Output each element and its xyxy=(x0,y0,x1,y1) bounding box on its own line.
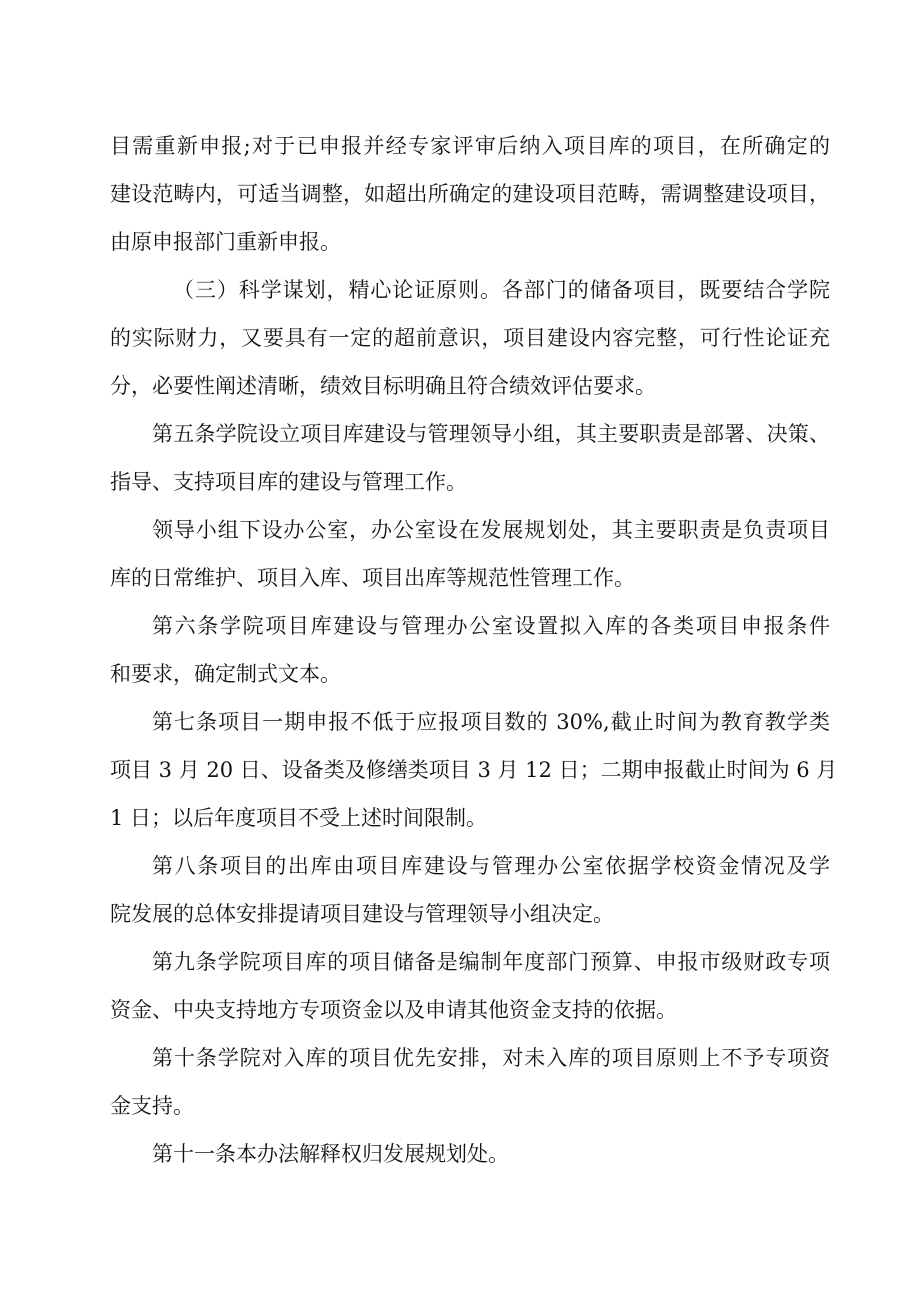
text-line: 资金、中央支持地方专项资金以及申请其他资金支持的依据。 xyxy=(110,998,677,1022)
paragraph-p8 xyxy=(110,938,830,1034)
paragraph-p2 xyxy=(110,266,830,410)
text-line: 院发展的总体安排提请项目建设与管理领导小组决定。 xyxy=(110,902,614,926)
paragraph-p6 xyxy=(110,698,838,842)
text-line: 第六条学院项目库建设与管理办公室设置拟入库的各类项目申报条件 xyxy=(152,614,830,638)
paragraph-p5 xyxy=(110,602,830,698)
text-line: 和要求，确定制式文本。 xyxy=(110,662,341,686)
paragraph-p4 xyxy=(110,506,830,602)
text-line: 第八条项目的出库由项目库建设与管理办公室依据学校资金情况及学 xyxy=(152,854,830,878)
text-line: 项目 3 月 20 日、设备类及修缮类项目 3 月 12 日；二期申报截止时间为 6 月 xyxy=(110,758,838,782)
text-line: 第十条学院对入库的项目优先安排，对未入库的项目原则上不予专项资 xyxy=(152,1046,830,1070)
text-line: 金支持。 xyxy=(110,1094,194,1118)
text-line: （三）科学谋划，精心论证原则。各部门的储备项目，既要结合学院 xyxy=(173,278,830,302)
paragraph-p3 xyxy=(110,410,830,506)
paragraph-p9 xyxy=(110,1034,830,1130)
text-line: 第九条学院项目库的项目储备是编制年度部门预算、申报市级财政专项 xyxy=(152,950,830,974)
text-line: 第七条项目一期申报不低于应报项目数的 30%,截止时间为教育教学类 xyxy=(152,710,830,734)
text-line: 指导、支持项目库的建设与管理工作。 xyxy=(110,470,467,494)
paragraph-p1 xyxy=(110,122,830,266)
text-line: 第十一条本办法解释权归发展规划处。 xyxy=(152,1142,509,1166)
text-line: 目需重新申报;对于已申报并经专家评审后纳入项目库的项目，在所确定的 xyxy=(110,134,830,158)
paragraph-p7 xyxy=(110,842,830,938)
text-line: 1 日；以后年度项目不受上述时间限制。 xyxy=(110,806,488,830)
text-line: 建设范畴内，可适当调整，如超出所确定的建设项目范畴，需调整建设项目， xyxy=(110,182,830,206)
text-line: 由原申报部门重新申报。 xyxy=(110,230,341,254)
text-line: 库的日常维护、项目入库、项目出库等规范性管理工作。 xyxy=(110,566,635,590)
paragraph-p10 xyxy=(110,1130,830,1178)
text-line: 的实际财力，又要具有一定的超前意识，项目建设内容完整，可行性论证充 xyxy=(110,326,830,350)
text-line: 第五条学院设立项目库建设与管理领导小组，其主要职责是部署、决策、 xyxy=(152,422,830,446)
document-body xyxy=(110,122,838,1178)
text-line: 分，必要性阐述清晰，绩效目标明确且符合绩效评估要求。 xyxy=(110,374,656,398)
text-line: 领导小组下设办公室，办公室设在发展规划处，其主要职责是负责项目 xyxy=(152,518,830,542)
